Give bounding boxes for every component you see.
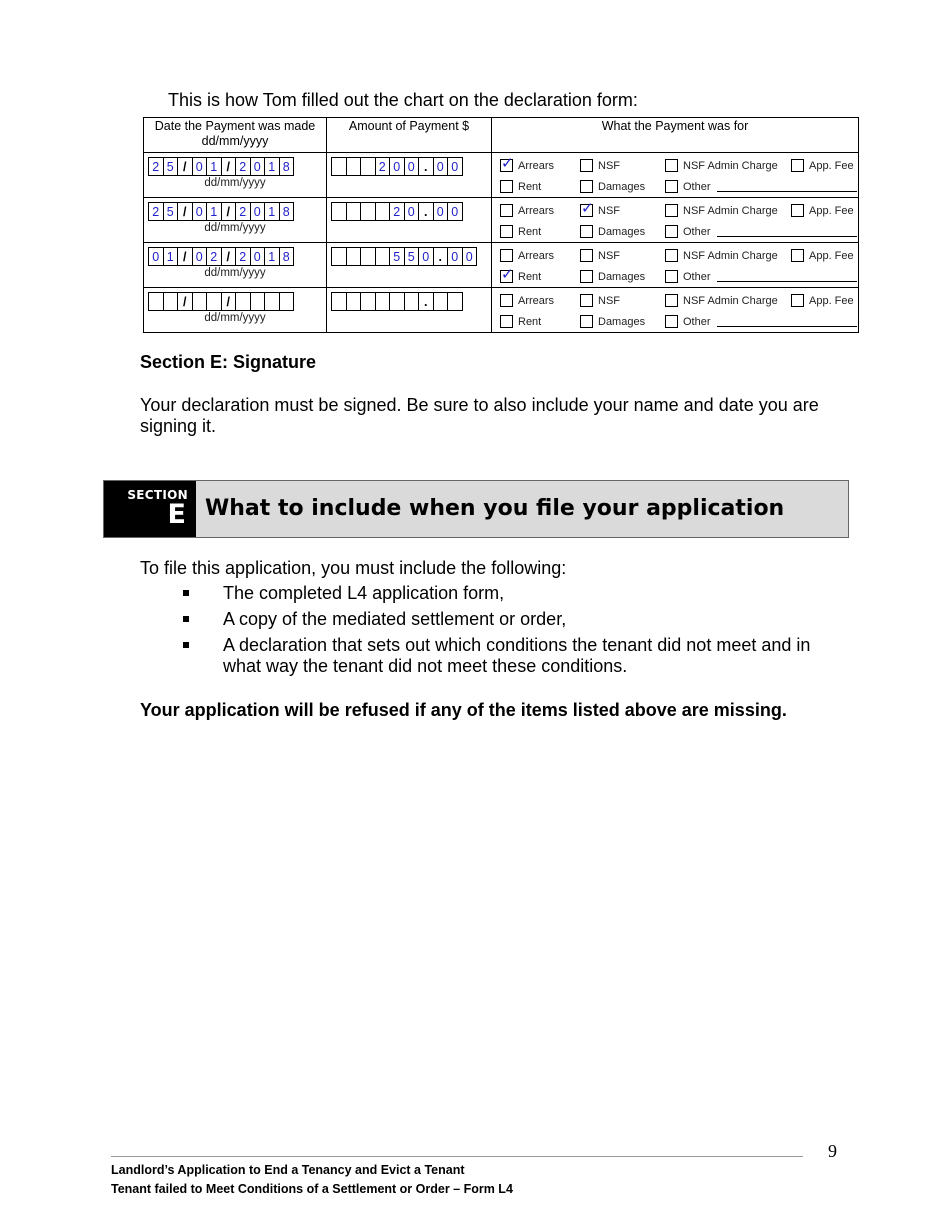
date-digit-box[interactable]: 5 bbox=[163, 202, 179, 221]
option-arrears[interactable] bbox=[500, 249, 554, 262]
list-item: A declaration that sets out which conditions the tenant did not meet and in what way the tenant did not meet these conditions. bbox=[180, 635, 850, 677]
requirements-list bbox=[180, 583, 850, 682]
amount-digit-box[interactable]: 5 bbox=[389, 247, 405, 266]
purpose-options bbox=[492, 153, 858, 197]
section-banner bbox=[103, 480, 849, 538]
list-item: A copy of the mediated settlement or order, bbox=[180, 609, 850, 630]
checkbox[interactable] bbox=[580, 159, 593, 172]
amount-digit-box[interactable]: 0 bbox=[404, 202, 420, 221]
option-app-fee[interactable] bbox=[791, 294, 854, 307]
amount-digit-box[interactable] bbox=[360, 247, 376, 266]
other-line[interactable] bbox=[717, 181, 857, 192]
option-label: Damages bbox=[598, 180, 646, 193]
amount-digit-box[interactable]: . bbox=[433, 247, 449, 266]
section-badge bbox=[104, 481, 196, 537]
checkbox[interactable] bbox=[580, 294, 593, 307]
option-label: Damages bbox=[598, 225, 646, 238]
option-label: Other bbox=[683, 180, 711, 193]
option-app-fee[interactable] bbox=[791, 159, 854, 172]
purpose-options bbox=[492, 243, 858, 287]
footer-divider bbox=[111, 1156, 803, 1157]
option-label: Damages bbox=[598, 270, 646, 283]
purpose-options bbox=[492, 198, 858, 242]
option-label: Arrears bbox=[518, 249, 555, 262]
page-number: 9 bbox=[828, 1141, 837, 1161]
date-digit-box[interactable]: 0 bbox=[250, 202, 266, 221]
checkbox[interactable] bbox=[500, 180, 513, 193]
footer bbox=[111, 1161, 513, 1199]
date-digit-box[interactable]: 2 bbox=[235, 157, 251, 176]
checkbox[interactable] bbox=[580, 225, 593, 238]
option-nsf[interactable] bbox=[580, 200, 620, 217]
checkmark-icon: ✓ bbox=[581, 200, 594, 217]
checkbox[interactable] bbox=[791, 249, 804, 262]
checkbox[interactable] bbox=[665, 180, 678, 193]
amount-digit-box[interactable]: . bbox=[418, 202, 434, 221]
amount-digit-box[interactable]: 0 bbox=[418, 247, 434, 266]
date-digit-box[interactable]: 8 bbox=[279, 157, 295, 176]
amount-digit-box[interactable] bbox=[375, 292, 391, 311]
checkbox[interactable] bbox=[580, 180, 593, 193]
checkbox[interactable] bbox=[500, 225, 513, 238]
option-label: Rent bbox=[518, 225, 542, 238]
amount-boxes bbox=[331, 292, 491, 311]
option-label: Arrears bbox=[518, 159, 555, 172]
amount-digit-box[interactable]: 0 bbox=[433, 157, 449, 176]
date-digit-box[interactable]: 2 bbox=[235, 202, 251, 221]
checkbox[interactable] bbox=[791, 204, 804, 217]
option-other[interactable] bbox=[665, 225, 857, 238]
date-cell bbox=[144, 198, 327, 243]
amount-digit-box[interactable] bbox=[375, 247, 391, 266]
date-cell bbox=[144, 243, 327, 288]
option-nsf-admin[interactable] bbox=[665, 204, 778, 217]
amount-digit-box[interactable]: 2 bbox=[375, 157, 391, 176]
section-label: SECTION bbox=[127, 488, 188, 502]
checkbox[interactable] bbox=[665, 270, 678, 283]
date-boxes bbox=[148, 157, 326, 176]
intro-text: This is how Tom filled out the chart on the declaration form: bbox=[168, 90, 638, 110]
date-format-label: dd/mm/yyyy bbox=[204, 267, 266, 279]
option-label: Rent bbox=[518, 315, 542, 328]
amount-digit-box[interactable]: 0 bbox=[404, 157, 420, 176]
option-damages[interactable] bbox=[580, 180, 645, 193]
purpose-options bbox=[492, 288, 858, 332]
amount-cell bbox=[327, 243, 492, 288]
amount-digit-box[interactable] bbox=[375, 202, 391, 221]
amount-digit-box[interactable] bbox=[331, 292, 347, 311]
date-digit-box[interactable]: 0 bbox=[192, 202, 208, 221]
option-rent[interactable] bbox=[500, 266, 542, 283]
option-label: NSF bbox=[598, 294, 620, 307]
warning-text: Your application will be refused if any of the items listed above are missing. bbox=[140, 700, 787, 720]
amount-digit-box[interactable] bbox=[346, 157, 362, 176]
date-digit-box[interactable]: 0 bbox=[192, 157, 208, 176]
date-digit-box[interactable]: / bbox=[177, 247, 193, 266]
option-rent[interactable] bbox=[500, 225, 541, 238]
date-digit-box[interactable] bbox=[264, 292, 280, 311]
date-digit-box[interactable]: 2 bbox=[235, 247, 251, 266]
purpose-cell bbox=[492, 198, 859, 243]
option-label: NSF bbox=[598, 204, 620, 217]
date-digit-box[interactable] bbox=[163, 292, 179, 311]
other-line[interactable] bbox=[717, 316, 857, 327]
option-label: NSF bbox=[598, 249, 620, 262]
section-e-text: Your declaration must be signed. Be sure to also include your name and date you are signing it. bbox=[140, 395, 819, 436]
amount-digit-box[interactable]: 2 bbox=[389, 202, 405, 221]
amount-digit-box[interactable] bbox=[447, 292, 463, 311]
date-digit-box[interactable]: 8 bbox=[279, 202, 295, 221]
option-other[interactable] bbox=[665, 315, 857, 328]
option-label: Other bbox=[683, 315, 711, 328]
amount-digit-box[interactable]: . bbox=[418, 157, 434, 176]
checkbox[interactable] bbox=[580, 200, 594, 217]
amount-digit-box[interactable] bbox=[360, 157, 376, 176]
option-damages[interactable] bbox=[580, 225, 645, 238]
checkbox[interactable] bbox=[791, 159, 804, 172]
bullet-icon bbox=[183, 616, 189, 622]
option-label: Damages bbox=[598, 315, 646, 328]
amount-digit-box[interactable] bbox=[404, 292, 420, 311]
date-digit-box[interactable] bbox=[206, 292, 222, 311]
option-app-fee[interactable] bbox=[791, 249, 854, 262]
amount-digit-box[interactable] bbox=[346, 202, 362, 221]
option-label: NSF Admin Charge bbox=[683, 204, 778, 217]
option-label: Arrears bbox=[518, 294, 555, 307]
date-format-label: dd/mm/yyyy bbox=[204, 177, 266, 189]
checkbox[interactable] bbox=[500, 249, 513, 262]
date-digit-box[interactable]: 8 bbox=[279, 247, 295, 266]
option-label: App. Fee bbox=[809, 159, 854, 172]
purpose-cell bbox=[492, 288, 859, 333]
checkbox[interactable] bbox=[500, 155, 514, 172]
checkbox[interactable] bbox=[580, 249, 593, 262]
date-boxes bbox=[148, 202, 326, 221]
other-line[interactable] bbox=[717, 271, 857, 282]
section-letter: E bbox=[167, 499, 186, 530]
option-rent[interactable] bbox=[500, 315, 541, 328]
option-label: Rent bbox=[518, 180, 542, 193]
date-digit-box[interactable]: / bbox=[177, 202, 193, 221]
amount-digit-box[interactable] bbox=[389, 292, 405, 311]
amount-digit-box[interactable] bbox=[331, 202, 347, 221]
amount-digit-box[interactable]: 0 bbox=[447, 247, 463, 266]
option-label: NSF Admin Charge bbox=[683, 159, 778, 172]
date-digit-box[interactable]: 2 bbox=[148, 202, 164, 221]
purpose-cell bbox=[492, 243, 859, 288]
option-nsf[interactable] bbox=[580, 249, 620, 262]
amount-digit-box[interactable] bbox=[331, 247, 347, 266]
option-other[interactable] bbox=[665, 270, 857, 283]
checkbox[interactable] bbox=[665, 249, 678, 262]
date-digit-box[interactable]: 1 bbox=[264, 157, 280, 176]
table-row bbox=[144, 288, 859, 333]
option-nsf[interactable] bbox=[580, 294, 620, 307]
list-item: The completed L4 application form, bbox=[180, 583, 850, 604]
purpose-cell bbox=[492, 153, 859, 198]
option-arrears[interactable] bbox=[500, 155, 555, 172]
amount-cell bbox=[327, 153, 492, 198]
table-row bbox=[144, 243, 859, 288]
section-title: What to include when you file your application bbox=[205, 496, 785, 521]
amount-digit-box[interactable]: 5 bbox=[404, 247, 420, 266]
header-date: Date the Payment was made dd/mm/yyyy bbox=[144, 118, 327, 153]
option-label: App. Fee bbox=[809, 294, 854, 307]
option-arrears[interactable] bbox=[500, 204, 554, 217]
date-digit-box[interactable]: 1 bbox=[206, 157, 222, 176]
other-line[interactable] bbox=[717, 226, 857, 237]
option-label: App. Fee bbox=[809, 249, 854, 262]
date-format-label: dd/mm/yyyy bbox=[204, 222, 266, 234]
bullet-icon bbox=[183, 642, 189, 648]
bullet-icon bbox=[183, 590, 189, 596]
option-label: NSF Admin Charge bbox=[683, 294, 778, 307]
checkbox[interactable] bbox=[791, 294, 804, 307]
checkbox[interactable] bbox=[665, 225, 678, 238]
checkbox[interactable] bbox=[580, 315, 593, 328]
option-app-fee[interactable] bbox=[791, 204, 854, 217]
date-digit-box[interactable]: / bbox=[177, 292, 193, 311]
date-digit-box[interactable]: / bbox=[221, 247, 237, 266]
amount-digit-box[interactable]: . bbox=[418, 292, 434, 311]
option-label: Other bbox=[683, 270, 711, 283]
date-digit-box[interactable]: 1 bbox=[264, 202, 280, 221]
date-cell bbox=[144, 288, 327, 333]
amount-digit-box[interactable] bbox=[360, 292, 376, 311]
date-digit-box[interactable]: 5 bbox=[163, 157, 179, 176]
date-digit-box[interactable] bbox=[250, 292, 266, 311]
date-digit-box[interactable]: 0 bbox=[250, 157, 266, 176]
date-digit-box[interactable]: / bbox=[221, 292, 237, 311]
date-digit-box[interactable]: 0 bbox=[192, 247, 208, 266]
checkbox[interactable] bbox=[665, 204, 678, 217]
checkbox[interactable] bbox=[500, 294, 513, 307]
date-boxes bbox=[148, 247, 326, 266]
amount-digit-box[interactable]: 0 bbox=[447, 202, 463, 221]
table-row bbox=[144, 153, 859, 198]
header-amount: Amount of Payment $ bbox=[327, 118, 492, 153]
date-digit-box[interactable]: 0 bbox=[250, 247, 266, 266]
date-digit-box[interactable]: 2 bbox=[206, 247, 222, 266]
lead-text: To file this application, you must include the following: bbox=[140, 558, 567, 578]
checkbox[interactable] bbox=[500, 266, 514, 283]
amount-digit-box[interactable]: 0 bbox=[462, 247, 478, 266]
section-e-heading: Section E: Signature bbox=[140, 352, 317, 372]
amount-digit-box[interactable] bbox=[346, 292, 362, 311]
checkbox[interactable] bbox=[665, 159, 678, 172]
option-nsf-admin[interactable] bbox=[665, 159, 778, 172]
declaration-table bbox=[143, 117, 859, 333]
date-digit-box[interactable]: 1 bbox=[206, 202, 222, 221]
option-label: NSF Admin Charge bbox=[683, 249, 778, 262]
amount-digit-box[interactable] bbox=[331, 157, 347, 176]
footer-line-1: Landlord’s Application to End a Tenancy and Evict a Tenant bbox=[111, 1163, 465, 1177]
amount-digit-box[interactable] bbox=[346, 247, 362, 266]
date-digit-box[interactable]: 1 bbox=[163, 247, 179, 266]
checkbox[interactable] bbox=[500, 315, 513, 328]
option-nsf-admin[interactable] bbox=[665, 249, 778, 262]
date-digit-box[interactable] bbox=[279, 292, 295, 311]
checkmark-icon: ✓ bbox=[501, 155, 514, 172]
checkbox[interactable] bbox=[665, 315, 678, 328]
date-cell bbox=[144, 153, 327, 198]
option-label: Rent bbox=[518, 270, 542, 283]
option-damages[interactable] bbox=[580, 315, 645, 328]
option-other[interactable] bbox=[665, 180, 857, 193]
date-digit-box[interactable]: / bbox=[221, 157, 237, 176]
date-digit-box[interactable] bbox=[148, 292, 164, 311]
amount-cell bbox=[327, 198, 492, 243]
checkbox[interactable] bbox=[500, 204, 513, 217]
date-boxes bbox=[148, 292, 326, 311]
date-digit-box[interactable]: / bbox=[177, 157, 193, 176]
option-nsf-admin[interactable] bbox=[665, 294, 778, 307]
amount-digit-box[interactable]: 0 bbox=[433, 202, 449, 221]
date-digit-box[interactable]: 1 bbox=[264, 247, 280, 266]
amount-digit-box[interactable]: 0 bbox=[389, 157, 405, 176]
date-digit-box[interactable] bbox=[192, 292, 208, 311]
option-label: NSF bbox=[598, 159, 620, 172]
option-arrears[interactable] bbox=[500, 294, 554, 307]
header-purpose: What the Payment was for bbox=[492, 118, 859, 153]
checkmark-icon: ✓ bbox=[501, 266, 514, 283]
date-digit-box[interactable]: 2 bbox=[148, 157, 164, 176]
date-digit-box[interactable]: / bbox=[221, 202, 237, 221]
option-label: Other bbox=[683, 225, 711, 238]
amount-boxes bbox=[331, 157, 491, 176]
amount-boxes bbox=[331, 247, 491, 266]
option-label: Arrears bbox=[518, 204, 555, 217]
amount-cell bbox=[327, 288, 492, 333]
checkbox[interactable] bbox=[665, 294, 678, 307]
date-format-label: dd/mm/yyyy bbox=[204, 312, 266, 324]
amount-digit-box[interactable] bbox=[360, 202, 376, 221]
checkbox[interactable] bbox=[580, 270, 593, 283]
amount-digit-box[interactable]: 0 bbox=[447, 157, 463, 176]
option-rent[interactable] bbox=[500, 180, 541, 193]
amount-boxes bbox=[331, 202, 491, 221]
date-digit-box[interactable]: 0 bbox=[148, 247, 164, 266]
footer-line-2: Tenant failed to Meet Conditions of a Settlement or Order – Form L4 bbox=[111, 1182, 513, 1196]
option-label: App. Fee bbox=[809, 204, 854, 217]
table-row bbox=[144, 198, 859, 243]
date-digit-box[interactable] bbox=[235, 292, 251, 311]
option-damages[interactable] bbox=[580, 270, 645, 283]
option-nsf[interactable] bbox=[580, 159, 620, 172]
amount-digit-box[interactable] bbox=[433, 292, 449, 311]
